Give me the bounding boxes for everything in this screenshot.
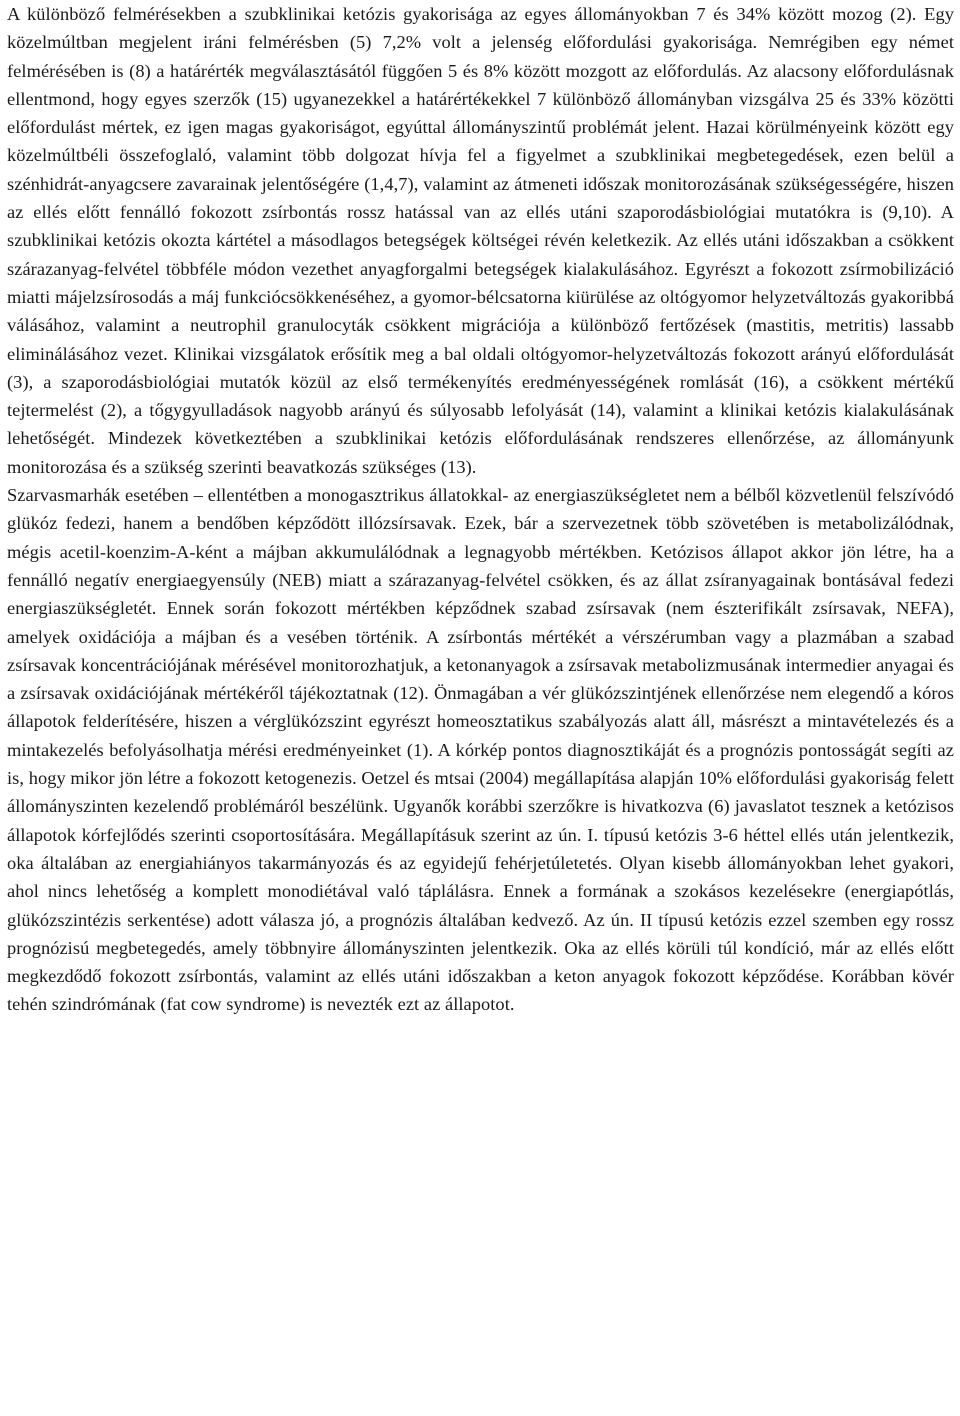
paragraph-ketosis-pathophysiology: Szarvasmarhák esetében – ellentétben a monogasztrikus állatokkal- az energiaszükségletet nem a bélből közvetlenül felszívódó glükóz fedezi, hanem a bendőben képződött illózsírsavak. Ezek, bár a szervezetnek több szövetében is metabolizálódnak, mégis acetil-koenzim-A-ként a májban akkumulálódnak a legnagyobb mértékben. Ketózisos állapot akkor jön létre, ha a fennálló negatív energiaegyensúly (NEB) miatt a szárazanyag-felvétel csökken, és az állat zsíranyagainak bontásával fedezi energiaszükségletét. Ennek során fokozott mértékben képződnek szabad zsírsavak (nem észterifikált zsírsavak, NEFA), amelyek oxidációja a májban és a vesében történik. A zsírbontás mértékét a vérszérumban vagy a plazmában a szabad zsírsavak koncentrációjának mérésével monitorozhatjuk, a ketonanyagok a zsírsavak metabolizmusának intermedier anyagai és a zsírsavak oxidációjának mértékéről tájékoztatnak (12). Önmagában a vér glükózszintjének ellenőrzése nem elegendő a kóros állapotok felderítésére, hiszen a vérglükózszint egyrészt homeosztatikus szabályozás alatt áll, másrészt a mintavételezés és a mintakezelés befolyásolhatja mérési eredményeinket (1). A kórkép pontos diagnosztikáját és a prognózis pontosságát segíti az is, hogy mikor jön létre a fokozott ketogenezis. Oetzel és mtsai (2004) megállapítása alapján 10% előfordulási gyakoriság felett állományszinten kezelendő problémáról beszélünk. Ugyanők korábbi szerzőkre is hivatkozva (6) javaslatot tesznek a ketózisos állapotok kórfejlődés szerinti csoportosítására. Megállapításuk szerint az ún. I. típusú ketózis 3-6 héttel ellés után jelentkezik, oka általában az energiahiányos takarmányozás és az egyidejű fehérjetúletetés. Olyan kisebb állományokban lehet gyakori, ahol nincs lehetőség a komplett monodiétával való táplálásra. Ennek a formának a szokásos kezelésekre (energiapótlás, glükózszintézis serkentése) adott válasza jó, a prognózis általában kedvező. Az ún. II típusú ketózis ezzel szemben egy rossz prognózisú megbetegedés, amely többnyire állományszinten jelentkezik. Oka az ellés körüli túl kondíció, már az ellés előtt megkezdődő fokozott zsírbontás, valamint az ellés utáni időszakban a keton anyagok fokozott képződése. Korábban kövér tehén szindrómának (fat cow syndrome) is nevezték ezt az állapotot. — [7, 485, 954, 1015]
paragraph-subclinical-ketosis-prevalence: A különböző felmérésekben a szubklinikai ketózis gyakorisága az egyes állományokban 7 és 34% között mozog (2). Egy közelmúltban megjelent iráni felmérésben (5) 7,2% volt a jelenség előfordulási gyakorisága. Nemrégiben egy német felmérésében is (8) a határérték megválasztásától függően 5 és 8% között mozgott az előfordulás. Az alacsony előfordulásnak ellentmond, hogy egyes szerzők (15) ugyanezekkel a határértékekkel 7 különböző állományban vizsgálva 25 és 33% közötti előfordulást mértek, ez igen magas gyakoriságot, egyúttal állományszintű problémát jelent. Hazai körülményeink között egy közelmúltbéli összefoglaló, valamint több dolgozat hívja fel a figyelmet a szubklinikai megbetegedések, ezen belül a szénhidrát-anyagcsere zavarainak jelentőségére (1,4,7), valamint az átmeneti időszak monitorozásának szükségességére, hiszen az ellés előtt fennálló fokozott zsírbontás rossz hatással van az ellés utáni szaporodásbiológiai mutatókra is (9,10). A szubklinikai ketózis okozta kártétel a másodlagos betegségek költségei révén keletkezik. Az ellés utáni időszakban a csökkent szárazanyag-felvétel többféle módon vezethet anyagforgalmi betegségek kialakulásához. Egyrészt a fokozott zsírmobilizáció miatti májelzsírosodás a máj funkciócsökkenéséhez, a gyomor-bélcsatorna kiürülése az oltógyomor helyzetváltozás gyakoribbá válásához, valamint a neutrophil granulocyták csökkent migrációja a különböző fertőzések (mastitis, metritis) lassabb eliminálásához vezet. Klinikai vizsgálatok erősítik meg a bal oldali oltógyomor-helyzetváltozás fokozott arányú előfordulását (3), a szaporodásbiológiai mutatók közül az első termékenyítés eredményességének romlását (16), a csökkent mértékű tejtermelést (2), a tőgygyulladások nagyobb arányú és súlyosabb lefolyását (14), valamint a klinikai ketózis kialakulásának lehetőségét. Mindezek következtében a szubklinikai ketózis előfordulásának rendszeres ellenőrzése, az állományunk monitorozása és a szükség szerinti beavatkozás szükséges (13). — [7, 4, 954, 477]
